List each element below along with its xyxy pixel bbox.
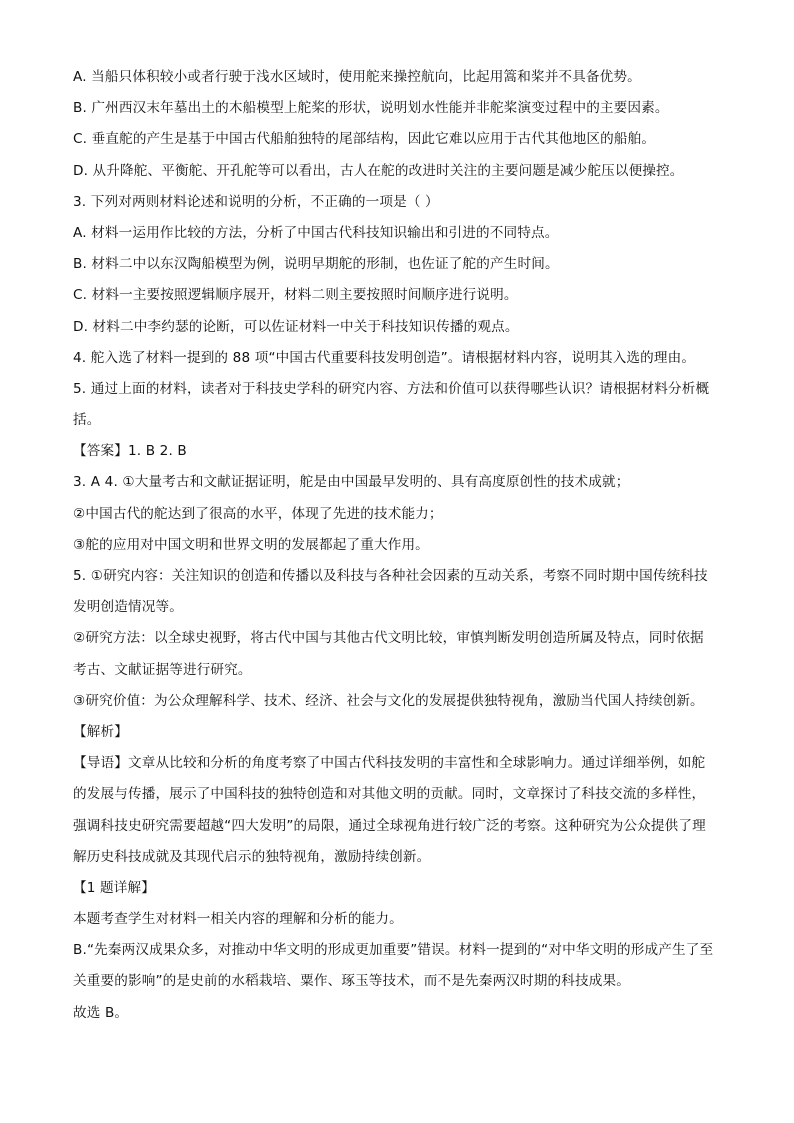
option-c-line: C. 垂直舵的产生是基于中国古代船舶独特的尾部结构，因此它难以应用于古代其他地区的船舶。 [73, 131, 656, 148]
answer-5-point-3: ③研究价值：为公众理解科学、技术、经济、社会与文化的发展提供独特视角，激励当代国人持续创新。 [73, 692, 704, 709]
q3-option-c: C. 材料一主要按照逻辑顺序展开，材料二则主要按照时间顺序进行说明。 [73, 287, 518, 304]
option-b-line: B. 广州西汉末年墓出土的木船模型上舵桨的形状，说明划水性能并非舵桨演变过程中的主要因素。 [73, 100, 669, 117]
q1-detail-line-3: 关重要的影响”的是史前的水稻栽培、粟作、琢玉等技术，而不是先秦两汉时期的科技成果。 [73, 973, 630, 990]
intro-line-1: 【导语】文章从比较和分析的角度考察了中国古代科技发明的丰富性和全球影响力。通过详细举例，如舵 [73, 755, 706, 772]
intro-line-3: 强调科技史研究需要超越“四大发明”的局限，通过全球视角进行较广泛的考察。这种研究为公众提供了理 [73, 817, 706, 834]
analysis-heading: 【解析】 [73, 723, 128, 740]
option-d-line: D. 从升降舵、平衡舵、开孔舵等可以看出，古人在舵的改进时关注的主要问题是减少舵压以便操控。 [73, 162, 684, 179]
q3-option-d: D. 材料二中李约瑟的论断，可以佐证材料一中关于科技知识传播的观点。 [73, 318, 519, 335]
answer-3-4-line: 3. A 4. ①大量考古和文献证据证明，舵是由中国最早发明的、具有高度原创性的技术成就； [73, 474, 630, 491]
answer-5-point-1-line-2: 发明创造情况等。 [73, 599, 183, 616]
question-3-stem: 3. 下列对两则材料论述和说明的分析，不正确的一项是（ ） [73, 193, 439, 210]
question-5-stem-line-2: 括。 [73, 412, 101, 429]
q3-option-b: B. 材料二中以东汉陶船模型为例，说明早期舵的形制，也佐证了舵的产生时间。 [73, 256, 559, 273]
q1-detail-line-2: B.“先秦两汉成果众多，对推动中华文明的形成更加重要”错误。材料一提到的“对中华文明的形成产生了至 [73, 942, 714, 959]
q3-option-a: A. 材料一运用作比较的方法，分析了中国古代科技知识输出和引进的不同特点。 [73, 224, 559, 241]
answer-4-point-2: ②中国古代的舵达到了很高的水平，体现了先进的技术能力； [73, 505, 443, 522]
intro-line-4: 解历史科技成就及其现代启示的独特视角，激励持续创新。 [73, 848, 431, 865]
answer-heading-line: 【答案】1. B 2. B [73, 443, 187, 460]
document-body [73, 62, 723, 1029]
answer-5-point-2-line-2: 考古、文献证据等进行研究。 [73, 661, 252, 678]
intro-line-2: 的发展与传播，展示了中国科技的独特创造和对其他文明的贡献。同时，文章探讨了科技交流的多样性， [73, 786, 706, 803]
q1-conclusion: 故选 B。 [73, 1004, 129, 1021]
question-4-stem: 4. 舵入选了材料一提到的 88 项“中国古代重要科技发明创造”。请根据材料内容，说明其入选的理由。 [73, 349, 696, 366]
answer-4-point-3: ③舵的应用对中国文明和世界文明的发展都起了重大作用。 [73, 536, 429, 553]
option-a-line: A. 当船只体积较小或者行驶于浅水区域时，使用舵来操控航向，比起用篙和桨并不具备优势。 [73, 69, 641, 85]
answer-5-point-1-line-1: 5. ①研究内容：关注知识的创造和传播以及科技与各种社会因素的互动关系，考察不同时期中国传统科技 [73, 568, 708, 584]
q1-detail-heading: 【1 题详解】 [73, 879, 155, 896]
question-5-stem-line-1: 5. 通过上面的材料，读者对于科技史学科的研究内容、方法和价值可以获得哪些认识？请根据材料分析概 [73, 380, 710, 397]
q1-detail-line-1: 本题考查学生对材料一相关内容的理解和分析的能力。 [73, 911, 403, 928]
answer-5-point-2-line-1: ②研究方法：以全球史视野，将古代中国与其他古代文明比较，审慎判断发明创造所属及特点，同时依据 [73, 630, 704, 647]
